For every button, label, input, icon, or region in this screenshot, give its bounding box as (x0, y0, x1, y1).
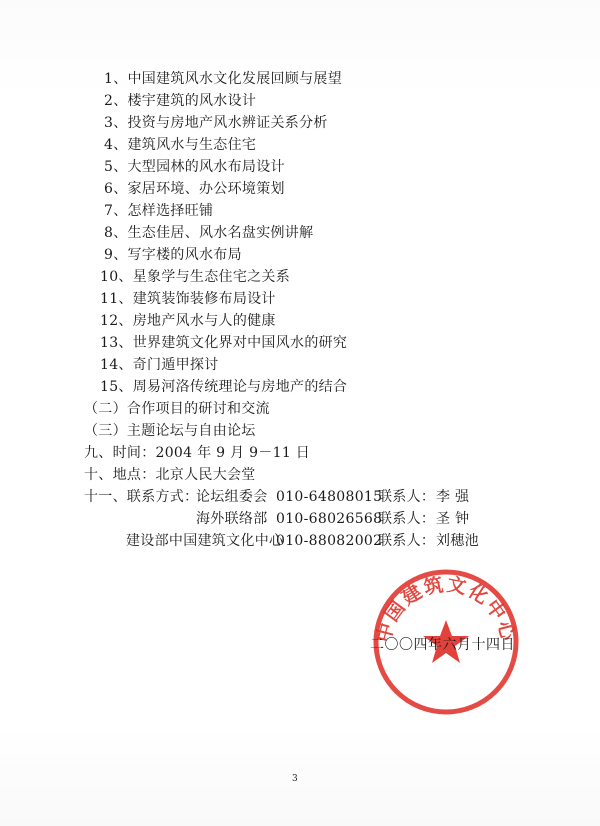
contact-label: 联系人： (378, 533, 436, 549)
list-item: 8、生态佳居、风水名盘实例讲解 (104, 225, 314, 241)
page-number: 3 (292, 774, 298, 784)
list-item: 5、大型园林的风水布局设计 (104, 159, 285, 175)
list-item: 6、家居环境、办公环境策划 (104, 181, 285, 197)
list-item: 12、房地产风水与人的健康 (100, 313, 276, 329)
list-item: 14、奇门遁甲探讨 (100, 357, 219, 373)
contact-phone: 010-68026568 (276, 511, 383, 527)
list-item: 15、周易河洛传统理论与房地产的结合 (100, 379, 348, 395)
contact-name: 李 强 (436, 489, 470, 505)
list-item: 3、投资与房地产风水辨证关系分析 (104, 115, 328, 131)
list-item: 1、中国建筑风水文化发展回顾与展望 (104, 71, 343, 87)
list-item: 9、写字楼的风水布局 (104, 247, 242, 263)
list-item: 11、建筑装饰装修布局设计 (100, 291, 276, 307)
list-item: 10、星象学与生态住宅之关系 (100, 269, 291, 285)
contact-phone: 010-64808015 (276, 489, 383, 505)
signing-date: 二〇〇四年六月十四日 (370, 637, 515, 653)
time-line: 九、时间：2004 年 9 月 9－11 日 (84, 445, 311, 461)
contact-org: 论坛组委会 (196, 489, 268, 505)
section-heading: （三）主题论坛与自由论坛 (84, 423, 256, 439)
contact-label: 联系人： (378, 489, 436, 505)
list-item: 4、建筑风水与生态住宅 (104, 137, 257, 153)
seal-text: 中国建筑文化中心 (372, 573, 520, 645)
contact-label: 联系人： (378, 511, 436, 527)
contact-org: 建设部中国建筑文化中心 (126, 533, 284, 549)
list-item: 13、世界建筑文化界对中国风水的研究 (100, 335, 348, 351)
place-line: 十、地点：北京人民大会堂 (84, 467, 256, 483)
contact-org: 海外联络部 (196, 511, 268, 527)
contact-phone: 010-88082002 (276, 533, 383, 549)
contact-name: 刘穗池 (436, 533, 479, 549)
contact-heading: 十一、联系方式： (84, 489, 199, 505)
list-item: 2、楼宇建筑的风水设计 (104, 93, 257, 109)
section-heading: （二）合作项目的研讨和交流 (84, 401, 270, 417)
contact-name: 圣 钟 (436, 511, 470, 527)
list-item: 7、怎样选择旺铺 (104, 203, 214, 219)
